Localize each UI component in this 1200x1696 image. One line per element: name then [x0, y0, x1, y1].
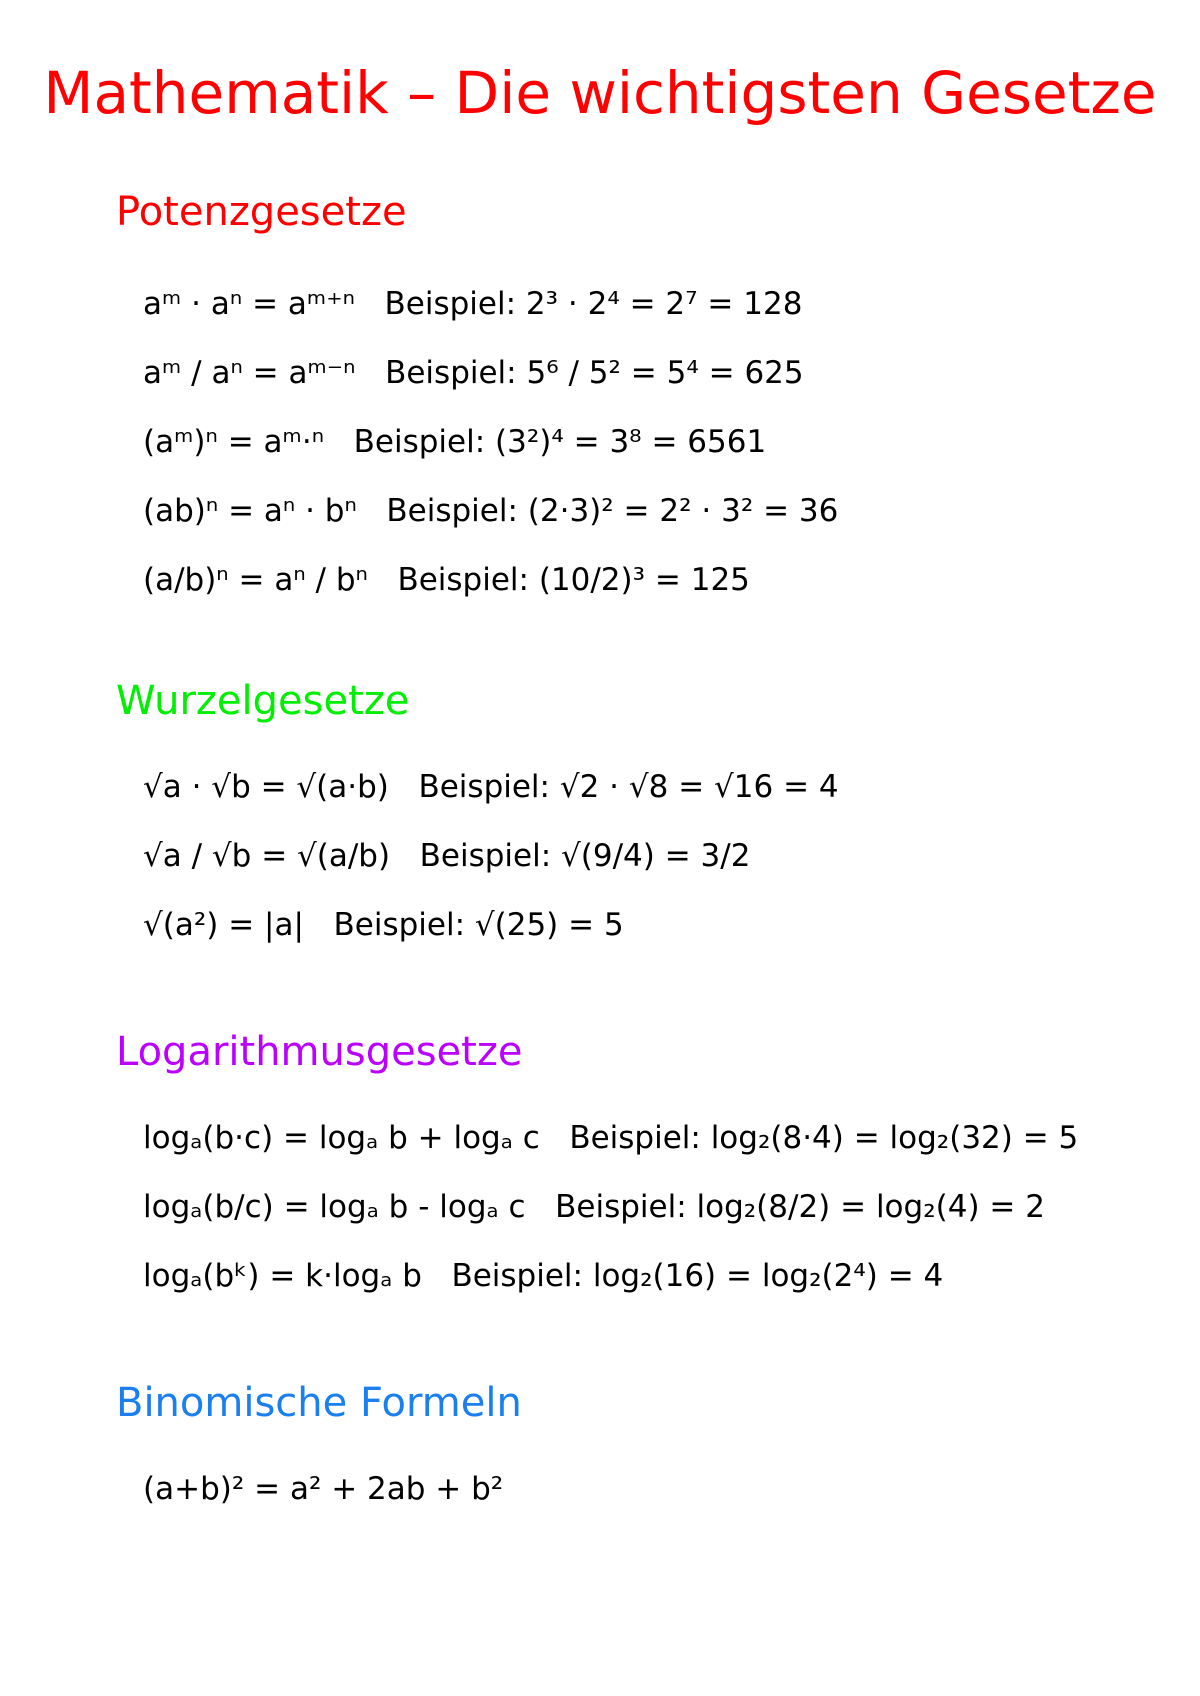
example-text: Beispiel: 2³ · 2⁴ = 2⁷ = 128	[384, 286, 803, 322]
formula-line	[143, 422, 766, 462]
law-text: logₐ(b/c) = logₐ b - logₐ c	[143, 1189, 526, 1225]
formula-line	[143, 560, 750, 600]
example-text: Beispiel: log₂(8·4) = log₂(32) = 5	[569, 1120, 1079, 1156]
example-text: Beispiel: √(9/4) = 3/2	[419, 838, 751, 874]
law-text: (aᵐ)ⁿ = aᵐ·ⁿ	[143, 424, 325, 460]
law-text: logₐ(b·c) = logₐ b + logₐ c	[143, 1120, 540, 1156]
example-text: Beispiel: (10/2)³ = 125	[397, 562, 750, 598]
law-text: √a · √b = √(a·b)	[143, 769, 389, 805]
example-text: Beispiel: (3²)⁴ = 3⁸ = 6561	[353, 424, 767, 460]
page-title: Mathematik – Die wichtigsten Gesetze	[43, 59, 1157, 127]
formula-line	[143, 836, 750, 876]
law-text: aᵐ · aⁿ = aᵐ⁺ⁿ	[143, 286, 355, 322]
formula-line	[143, 284, 802, 324]
law-text: √a / √b = √(a/b)	[143, 838, 391, 874]
law-text: (a/b)ⁿ = aⁿ / bⁿ	[143, 562, 368, 598]
formula-line	[143, 1469, 503, 1509]
example-text: Beispiel: log₂(8/2) = log₂(4) = 2	[555, 1189, 1045, 1225]
example-text: Beispiel: 5⁶ / 5² = 5⁴ = 625	[385, 355, 804, 391]
formula-line	[143, 491, 838, 531]
law-text: logₐ(bᵏ) = k·logₐ b	[143, 1258, 422, 1294]
formula-line	[143, 1256, 943, 1296]
section-heading-wurzelgesetze: Wurzelgesetze	[116, 678, 410, 724]
formula-line	[143, 905, 624, 945]
formula-line	[143, 1118, 1078, 1158]
law-text: (ab)ⁿ = aⁿ · bⁿ	[143, 493, 357, 529]
example-text: Beispiel: (2·3)² = 2² · 3² = 36	[386, 493, 839, 529]
law-text: √(a²) = |a|	[143, 907, 304, 943]
example-text: Beispiel: log₂(16) = log₂(2⁴) = 4	[451, 1258, 944, 1294]
law-text: (a+b)² = a² + 2ab + b²	[143, 1471, 504, 1507]
formula-line	[143, 353, 804, 393]
section-heading-binomische-formeln: Binomische Formeln	[116, 1380, 522, 1426]
example-text: Beispiel: √(25) = 5	[333, 907, 624, 943]
example-text: Beispiel: √2 · √8 = √16 = 4	[418, 769, 839, 805]
formula-line	[143, 1187, 1045, 1227]
section-heading-potenzgesetze: Potenzgesetze	[116, 189, 407, 235]
formula-line	[143, 767, 839, 807]
section-heading-logarithmusgesetze: Logarithmusgesetze	[116, 1029, 523, 1075]
law-text: aᵐ / aⁿ = aᵐ⁻ⁿ	[143, 355, 356, 391]
